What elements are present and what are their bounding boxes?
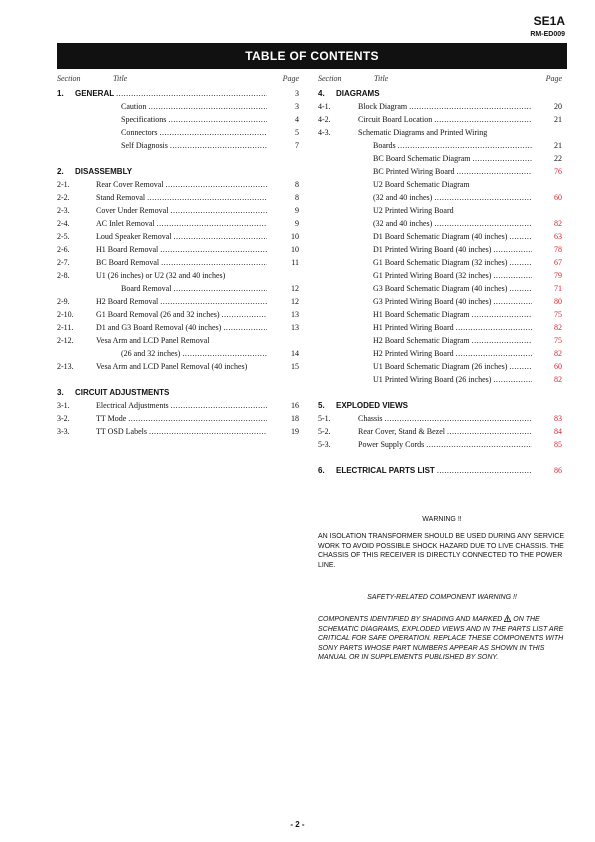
- dot-leader: [491, 295, 532, 308]
- dot-leader: [164, 178, 267, 191]
- toc-entry-title: Vesa Arm and LCD Panel Removal (40 inches): [96, 362, 248, 371]
- toc-section-heading: [318, 87, 564, 100]
- dot-leader: [445, 425, 532, 438]
- toc-entry: [57, 282, 301, 295]
- toc-entry-page[interactable]: 75: [554, 310, 562, 319]
- toc-entry-page: 3: [295, 89, 299, 98]
- toc-entry-page: 16: [291, 401, 299, 410]
- dot-leader: [158, 243, 267, 256]
- dot-leader: [146, 100, 267, 113]
- toc-entry: [318, 334, 564, 347]
- toc-entry-number: 2-9.: [57, 297, 70, 306]
- toc-entry-title: G1 Board Schematic Diagram (32 inches): [373, 258, 508, 267]
- toc-entry-number: 3-2.: [57, 414, 70, 423]
- toc-entry-title: U2 Board Schematic Diagram: [373, 180, 470, 189]
- toc-entry-title: BC Board Schematic Diagram: [373, 154, 471, 163]
- toc-entry-title: Connectors: [121, 128, 158, 137]
- toc-entry: [57, 256, 301, 269]
- toc-entry: [57, 204, 301, 217]
- dot-leader: [221, 321, 267, 334]
- toc-entry-page: 20: [554, 102, 562, 111]
- toc-entry-title: H2 Board Removal: [96, 297, 159, 306]
- toc-entry-page[interactable]: 78: [554, 245, 562, 254]
- toc-entry-title: DIAGRAMS: [336, 89, 380, 98]
- toc-entry-title: ELECTRICAL PARTS LIST: [336, 466, 435, 475]
- toc-entry-number: 2-3.: [57, 206, 70, 215]
- toc-entry-page: 18: [291, 414, 299, 423]
- toc-spacer: [57, 152, 301, 165]
- safety-warning-title: SAFETY-RELATED COMPONENT WARNING !!: [367, 594, 517, 601]
- toc-entry-page: 21: [554, 141, 562, 150]
- toc-entry-title: Schematic Diagrams and Printed Wiring: [358, 128, 488, 137]
- dot-leader: [491, 243, 532, 256]
- toc-entry-title: H1 Board Removal: [96, 245, 159, 254]
- toc-entry: [318, 256, 564, 269]
- toc-entry-page[interactable]: 82: [554, 219, 562, 228]
- toc-entry-page[interactable]: 63: [554, 232, 562, 241]
- toc-entry-title: EXPLODED VIEWS: [336, 401, 409, 410]
- toc-entry-title: G3 Board Schematic Diagram (40 inches): [373, 284, 508, 293]
- toc-entry-page: 21: [554, 115, 562, 124]
- toc-entry-title: Chassis: [358, 414, 383, 423]
- dot-leader: [158, 295, 267, 308]
- dot-leader: [168, 139, 267, 152]
- toc-entry-title: D1 and G3 Board Removal (40 inches): [96, 323, 222, 332]
- toc-entry-title: H2 Board Schematic Diagram: [373, 336, 470, 345]
- page-title-banner: [57, 43, 567, 69]
- toc-section-heading: [318, 464, 564, 477]
- dot-leader: [157, 126, 267, 139]
- col-header-page: Page: [282, 74, 299, 83]
- toc-section-heading: [57, 386, 301, 399]
- toc-entry: [57, 243, 301, 256]
- toc-entry-page[interactable]: 82: [554, 349, 562, 358]
- toc-entry-title: D1 Printed Wiring Board (40 inches): [373, 245, 492, 254]
- toc-entry-title: U1 Board Schematic Diagram (26 inches): [373, 362, 508, 371]
- dot-leader: [454, 321, 532, 334]
- toc-entry: [318, 295, 564, 308]
- toc-entry: [57, 412, 301, 425]
- toc-entry-page[interactable]: 82: [554, 375, 562, 384]
- toc-entry-number: 2-2.: [57, 193, 70, 202]
- toc-entry-title: G3 Printed Wiring Board (40 inches): [373, 297, 492, 306]
- toc-entry-page[interactable]: 71: [554, 284, 562, 293]
- toc-entry-title: (26 and 32 inches): [121, 349, 181, 358]
- toc-entry-number: 2-7.: [57, 258, 70, 267]
- dot-leader: [432, 217, 532, 230]
- toc-entry-number: 2-10.: [57, 310, 74, 319]
- toc-entry-page: 10: [291, 232, 299, 241]
- toc-entry-page[interactable]: 83: [554, 414, 562, 423]
- dot-leader: [432, 191, 532, 204]
- toc-entry-number: 3.: [57, 388, 64, 397]
- toc-entry: [57, 217, 301, 230]
- toc-entry-number: 4-3.: [318, 128, 331, 137]
- toc-entry-page: 12: [291, 284, 299, 293]
- toc-entry-page: 3: [295, 102, 299, 111]
- dot-leader: [126, 412, 267, 425]
- toc-entry-title: D1 Board Schematic Diagram (40 inches): [373, 232, 508, 241]
- toc-entry-number: 5-2.: [318, 427, 331, 436]
- col-header-page: Page: [545, 74, 562, 83]
- toc-entry-number: 5.: [318, 401, 325, 410]
- toc-entry: [57, 126, 301, 139]
- toc-entry-number: 5-1.: [318, 414, 331, 423]
- toc-section-heading: [318, 399, 564, 412]
- dot-leader: [507, 256, 532, 269]
- toc-entry-page: 5: [295, 128, 299, 137]
- toc-entry-page: 8: [295, 193, 299, 202]
- toc-entry-page[interactable]: 67: [554, 258, 562, 267]
- toc-entry: [57, 347, 301, 360]
- toc-entry-title: TT Mode: [96, 414, 127, 423]
- toc-entry-number: 2-1.: [57, 180, 70, 189]
- toc-entry-title: U2 Printed Wiring Board: [373, 206, 454, 215]
- toc-entry-title: Electrical Adjustments: [96, 401, 169, 410]
- toc-entry-title: Loud Speaker Removal: [96, 232, 172, 241]
- dot-leader: [471, 152, 532, 165]
- dot-leader: [470, 334, 532, 347]
- dot-leader: [147, 425, 267, 438]
- toc-entry: [318, 204, 564, 217]
- toc-entry: [57, 334, 301, 347]
- dot-leader: [407, 100, 532, 113]
- toc-entry-number: 2-13.: [57, 362, 74, 371]
- warning-body: AN ISOLATION TRANSFORMER SHOULD BE USED DURING ANY SERVICE WORK TO AVOID POSSIBLE SHOCK HAZARD DUE TO LIVE CHASSIS. THE CHASSIS OF THIS RECEIVER IS DIRECTLY CONNECTED TO THE POWER LINE.: [318, 533, 565, 569]
- warning-title: WARNING !!: [422, 516, 462, 523]
- toc-entry: [318, 282, 564, 295]
- dot-leader: [396, 139, 532, 152]
- dot-leader: [168, 204, 267, 217]
- toc-entry-title: U1 Printed Wiring Board (26 inches): [373, 375, 492, 384]
- dot-leader: [169, 399, 267, 412]
- toc-entry-title: Power Supply Cords: [358, 440, 425, 449]
- page-number: - 2 -: [290, 820, 305, 829]
- toc-right-column: [318, 87, 564, 477]
- toc-entry-title: Board Removal: [121, 284, 172, 293]
- toc-entry: [318, 425, 564, 438]
- toc-entry-title: GENERAL: [75, 89, 115, 98]
- toc-entry: [318, 113, 564, 126]
- toc-entry: [318, 360, 564, 373]
- toc-entry-title: G1 Printed Wiring Board (32 inches): [373, 271, 492, 280]
- col-header-section: Section: [57, 74, 81, 83]
- toc-entry: [57, 113, 301, 126]
- toc-entry-number: 4-2.: [318, 115, 331, 124]
- toc-entry-number: 2-6.: [57, 245, 70, 254]
- toc-entry: [318, 217, 564, 230]
- toc-entry-title: BC Board Removal: [96, 258, 160, 267]
- toc-entry: [318, 178, 564, 191]
- toc-entry: [318, 412, 564, 425]
- toc-entry-title: H1 Printed Wiring Board: [373, 323, 454, 332]
- toc-entry: [318, 269, 564, 282]
- toc-entry-number: 3-1.: [57, 401, 70, 410]
- dot-leader: [424, 438, 532, 451]
- col-header-title: Title: [113, 74, 128, 83]
- toc-entry: [57, 321, 301, 334]
- toc-entry: [57, 230, 301, 243]
- toc-entry-title: Vesa Arm and LCD Panel Removal: [96, 336, 210, 345]
- dot-leader: [145, 191, 267, 204]
- toc-entry-page[interactable]: 85: [554, 440, 562, 449]
- toc-entry-page[interactable]: 84: [554, 427, 562, 436]
- toc-entry: [57, 191, 301, 204]
- manual-code: RM-ED009: [530, 31, 565, 38]
- dot-leader: [507, 230, 532, 243]
- toc-entry: [318, 165, 564, 178]
- toc-entry-number: 5-3.: [318, 440, 331, 449]
- toc-entry: [57, 425, 301, 438]
- toc-entry-page: 8: [295, 180, 299, 189]
- toc-entry-title: H1 Board Schematic Diagram: [373, 310, 470, 319]
- toc-entry-title: Cover Under Removal: [96, 206, 169, 215]
- toc-entry-page: 10: [291, 245, 299, 254]
- toc-section-heading: [57, 87, 301, 100]
- toc-entry-title: BC Printed Wiring Board: [373, 167, 455, 176]
- toc-spacer: [318, 451, 564, 464]
- model-name: SE1A: [533, 14, 565, 28]
- toc-entry-page: 11: [291, 258, 299, 267]
- toc-entry-page[interactable]: 79: [554, 271, 562, 280]
- toc-entry: [57, 399, 301, 412]
- safety-body-pre: COMPONENTS IDENTIFIED BY SHADING AND MARKED: [318, 616, 505, 623]
- toc-entry-number: 2-8.: [57, 271, 70, 280]
- toc-entry-page: 7: [295, 141, 299, 150]
- toc-entry-page: 14: [291, 349, 299, 358]
- toc-entry: [318, 243, 564, 256]
- toc-entry-page: 13: [291, 310, 299, 319]
- toc-entry-title: Block Diagram: [358, 102, 408, 111]
- dot-leader: [172, 230, 267, 243]
- toc-entry-page: 9: [295, 219, 299, 228]
- toc-entry: [318, 100, 564, 113]
- toc-entry-title: DISASSEMBLY: [75, 167, 133, 176]
- toc-entry-number: 2-5.: [57, 232, 70, 241]
- toc-entry-number: 6.: [318, 466, 325, 475]
- toc-entry-title: Self Diagnosis: [121, 141, 168, 150]
- col-header-section: Section: [318, 74, 342, 83]
- toc-entry-number: 2-12.: [57, 336, 74, 345]
- toc-entry-page[interactable]: 75: [554, 336, 562, 345]
- toc-entry-page: 22: [554, 154, 562, 163]
- toc-entry-page: 13: [291, 323, 299, 332]
- toc-entry-number: 1.: [57, 89, 64, 98]
- toc-entry-title: TT OSD Labels: [96, 427, 147, 436]
- toc-entry-title: Boards: [373, 141, 396, 150]
- toc-entry-title: Stand Removal: [96, 193, 146, 202]
- toc-entry-page[interactable]: 82: [554, 323, 562, 332]
- toc-entry-title: G1 Board Removal (26 and 32 inches): [96, 310, 220, 319]
- toc-entry-title: Rear Cover Removal: [96, 180, 164, 189]
- dot-leader: [166, 113, 267, 126]
- toc-entry: [57, 269, 301, 282]
- toc-entry-page[interactable]: 60: [554, 362, 562, 371]
- toc-entry-page[interactable]: 60: [554, 193, 562, 202]
- dot-leader: [454, 347, 532, 360]
- dot-leader: [455, 165, 532, 178]
- toc-entry-title: Circuit Board Location: [358, 115, 433, 124]
- toc-entry-number: 2-11.: [57, 323, 74, 332]
- toc-entry-page: 9: [295, 206, 299, 215]
- toc-entry-page: 12: [291, 297, 299, 306]
- dot-leader: [159, 256, 267, 269]
- toc-entry-number: 2.: [57, 167, 64, 176]
- page-title: TABLE OF CONTENTS: [245, 49, 379, 63]
- toc-entry: [318, 438, 564, 451]
- toc-entry-title: H2 Printed Wiring Board: [373, 349, 454, 358]
- dot-leader: [491, 269, 532, 282]
- toc-entry-page[interactable]: 80: [554, 297, 562, 306]
- toc-entry-page[interactable]: 76: [554, 167, 562, 176]
- col-header-title: Title: [374, 74, 389, 83]
- toc-entry: [57, 139, 301, 152]
- toc-section-heading: [57, 165, 301, 178]
- toc-entry-number: 2-4.: [57, 219, 70, 228]
- toc-entry: [318, 191, 564, 204]
- safety-body-post: ON THE SCHEMATIC DIAGRAMS, EXPLODED VIEWS AND IN THE PARTS LIST ARE CRITICAL FOR SAFE OPERATION. REPLACE THESE COMPONENTS WITH SONY PARTS WHOSE PART NUMBERS APPEAR AS SHOWN IN THIS MANUAL OR IN SUPPLEMENTS PUBLISHED BY SONY.: [318, 616, 564, 662]
- toc-entry-title: U1 (26 inches) or U2 (32 and 40 inches): [96, 271, 226, 280]
- toc-entry: [57, 178, 301, 191]
- toc-entry: [318, 152, 564, 165]
- toc-entry-title: AC Inlet Removal: [96, 219, 155, 228]
- toc-entry-title: Specifications: [121, 115, 167, 124]
- safety-warning-body: [318, 615, 566, 663]
- toc-entry-title: CIRCUIT ADJUSTMENTS: [75, 388, 170, 397]
- toc-entry: [57, 360, 301, 373]
- toc-entry-number: 3-3.: [57, 427, 70, 436]
- dot-leader: [171, 282, 267, 295]
- toc-entry: [318, 126, 564, 139]
- toc-entry: [318, 139, 564, 152]
- toc-entry: [318, 230, 564, 243]
- dot-leader: [382, 412, 532, 425]
- dot-leader: [435, 464, 532, 477]
- toc-entry: [318, 321, 564, 334]
- toc-entry: [57, 295, 301, 308]
- toc-spacer: [57, 373, 301, 386]
- toc-entry-page: 19: [291, 427, 299, 436]
- dot-leader: [507, 282, 532, 295]
- toc-entry-page: 15: [291, 362, 299, 371]
- toc-entry-number: 4-1.: [318, 102, 331, 111]
- toc-entry: [57, 100, 301, 113]
- toc-spacer: [318, 386, 564, 399]
- toc-left-column: [57, 87, 301, 438]
- dot-leader: [155, 217, 267, 230]
- toc-entry-number: 4.: [318, 89, 325, 98]
- toc-entry-page: 4: [295, 115, 299, 124]
- toc-entry-title: Caution: [121, 102, 147, 111]
- toc-entry-title: (32 and 40 inches): [373, 219, 433, 228]
- toc-entry: [318, 347, 564, 360]
- dot-leader: [507, 360, 532, 373]
- toc-entry: [318, 308, 564, 321]
- toc-entry-page[interactable]: 86: [554, 466, 562, 475]
- toc-entry-title: Rear Cover, Stand & Bezel: [358, 427, 445, 436]
- dot-leader: [220, 308, 267, 321]
- dot-leader: [470, 308, 532, 321]
- toc-entry: [318, 373, 564, 386]
- dot-leader: [180, 347, 267, 360]
- toc-entry-title: (32 and 40 inches): [373, 193, 433, 202]
- dot-leader: [432, 113, 532, 126]
- dot-leader: [491, 373, 532, 386]
- toc-entry: [57, 308, 301, 321]
- dot-leader: [114, 87, 267, 100]
